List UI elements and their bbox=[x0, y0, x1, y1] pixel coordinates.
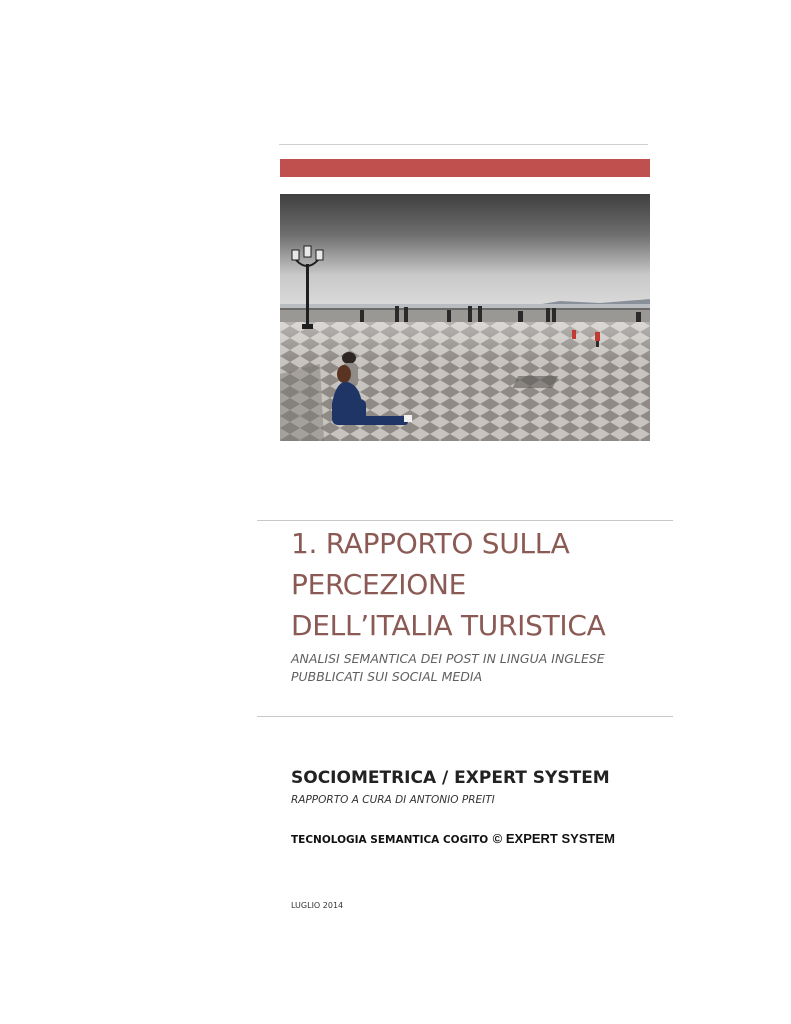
curator-line: RAPPORTO A CURA DI ANTONIO PREITI bbox=[291, 794, 495, 806]
subtitle-line-2: PUBBLICATI SUI SOCIAL MEDIA bbox=[291, 669, 483, 684]
title-line-2: PERCEZIONE bbox=[291, 568, 466, 601]
cover-photo bbox=[280, 194, 650, 441]
technology-brand: © EXPERT SYSTEM bbox=[492, 831, 615, 846]
subtitle-line-1: ANALISI SEMANTICA DEI POST IN LINGUA INGLESE bbox=[291, 651, 605, 666]
title-line-3: DELL’ITALIA TURISTICA bbox=[291, 609, 606, 642]
title-top-divider bbox=[257, 520, 673, 521]
publication-date: LUGLIO 2014 bbox=[291, 901, 344, 910]
title-line-1: 1. RAPPORTO SULLA bbox=[291, 527, 570, 560]
top-divider bbox=[279, 144, 648, 145]
technology-line bbox=[291, 830, 615, 848]
accent-bar bbox=[280, 159, 650, 177]
organization-name: SOCIOMETRICA / EXPERT SYSTEM bbox=[291, 768, 610, 788]
technology-prefix: TECNOLOGIA SEMANTICA COGITO bbox=[291, 834, 489, 846]
title-bottom-divider bbox=[257, 716, 673, 717]
title-block bbox=[291, 523, 671, 686]
